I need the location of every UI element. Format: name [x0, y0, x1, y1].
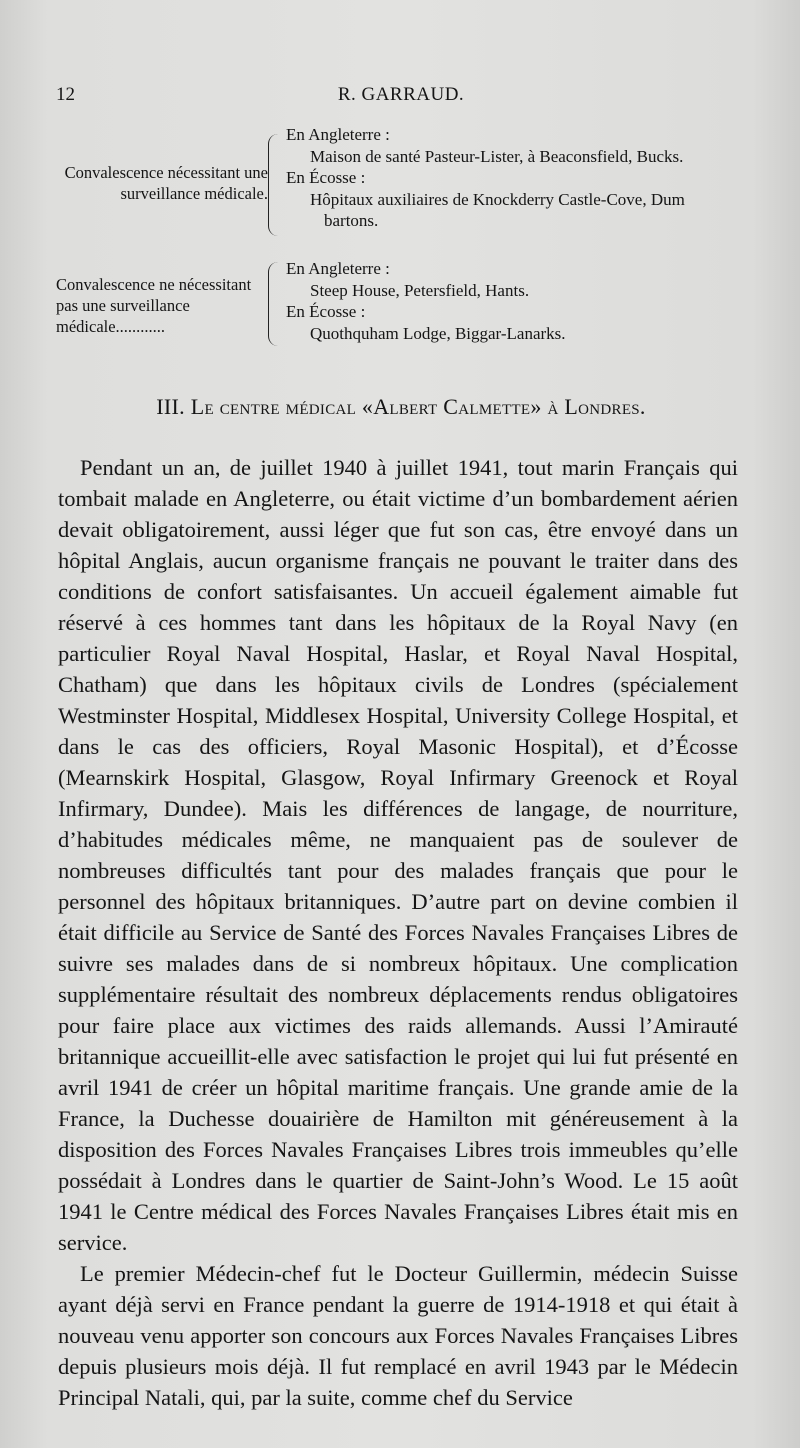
location-line: En Écosse : — [286, 302, 366, 321]
paragraph: Pendant un an, de juillet 1940 à juillet 1941, tout marin Français qui tombait malade en Angleterre, ou était victime d’un bombardement aérien devait obligatoirement, aussi léger que fut son cas, être envoyé dans un hôpital Anglais, aucun organisme français ne pouvant le traiter dans des conditions de confort satisfaisantes. Un accueil également aimable fut réservé à ces hommes tant dans les hôpitaux de la Royal Navy (en particulier Royal Naval Hospital, Haslar, et Royal Naval Hospital, Chatham) que dans les hôpitaux civils de Londres (spécialement Westminster Hospital, Middlesex Hospital, University College Hospital, et dans le cas des officiers, Royal Masonic Hospital), et d’Écosse (Mearnskirk Hospital, Glasgow, Royal Infirmary Greenock et Royal Infirmary, Dundee). Mais les différences de langage, de nourriture, d’habitudes médicales même, ne manquaient pas de soulever de nombreuses difficultés tant pour des malades français que pour le personnel des hôpitaux britanniques. D’autre part on devine combien il était difficile au Service de Santé des Forces Navales Françaises Libres de suivre ses malades dans de si nombreux hôpitaux. Une complication supplémentaire résultait des nombreux déplacements rendus obligatoires pour faire place aux victimes des raids allemands. Aussi l’Amirauté britannique accueillit-elle avec satisfaction le projet qui lui fut présenté en avril 1941 de créer un hôpital maritime français. Une grande amie de la France, la Duchesse douairière de Hamilton mit généreusement à la disposition des Forces Navales Françaises Libres trois immeubles qu’elle possédait à Londres dans le quartier de Saint-John’s Wood. Le 15 août 1941 le Centre médical des Forces Navales Françaises Libres était mis en service. — [58, 455, 738, 1255]
brace — [268, 134, 283, 236]
row-label: Convalescence nécessitant une surveillance médicale. — [64, 163, 268, 203]
page-header — [56, 84, 746, 114]
location-line: Maison de santé Pasteur-Lister, à Beaconsfield, Bucks. — [310, 146, 684, 166]
row-locations — [286, 124, 756, 232]
table-row-supervised — [56, 124, 756, 244]
location-line: En Angleterre : — [286, 125, 390, 144]
section-heading: III. Le centre médical «Albert Calmette» à Londres. — [156, 394, 646, 419]
location-line: En Écosse : — [286, 168, 366, 187]
row-locations — [286, 258, 756, 344]
page-number: 12 — [56, 84, 75, 105]
location-line: En Angleterre : — [286, 259, 390, 278]
location-line: bartons. — [324, 211, 379, 230]
location-line: Quothquham Lodge, Biggar-Lanarks. — [310, 323, 566, 343]
location-line: Steep House, Petersfield, Hants. — [310, 280, 530, 300]
row-label: Convalescence ne nécessitant pas une surveillance médicale............ — [56, 275, 252, 336]
location-line: Hôpitaux auxiliaires de Knockderry Castle-Cove, Dum — [310, 189, 685, 209]
paragraph: Le premier Médecin-chef fut le Docteur Guillermin, médecin Suisse ayant déjà servi en France pendant la guerre de 1914-1918 et qui était à nouveau venu apporter son concours aux Forces Navales Françaises Libres depuis plusieurs mois déjà. Il fut remplacé en avril 1943 par le Médecin Principal Natali, qui, par la suite, comme chef du Service — [58, 1261, 738, 1410]
brace — [268, 262, 283, 346]
running-title: R. GARRAUD. — [337, 84, 465, 105]
body-text — [58, 452, 738, 1413]
table-row-unsupervised — [56, 258, 756, 358]
